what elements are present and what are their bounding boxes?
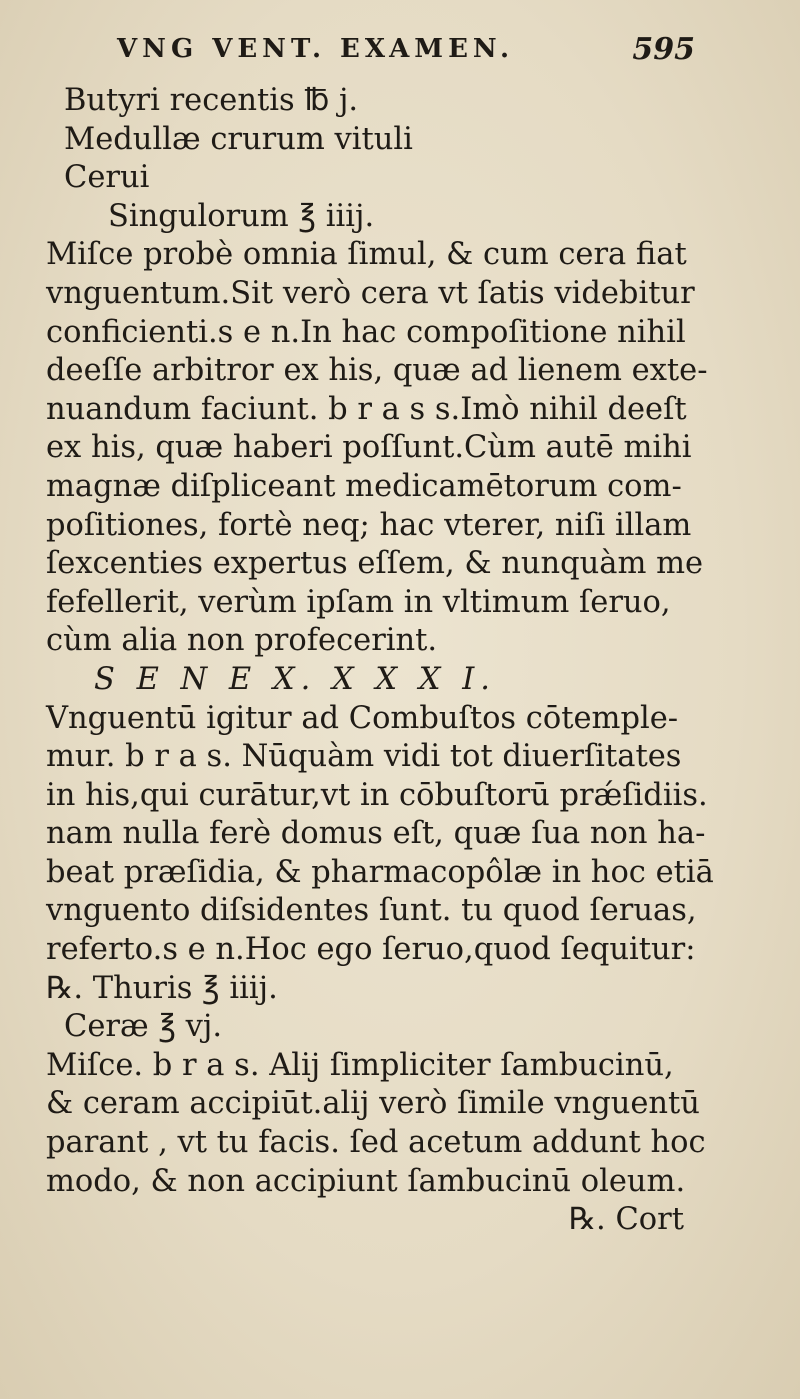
- text-line: magnæ diſpliceant medicamētorum com-: [46, 468, 682, 504]
- text-line: vnguento diſsidentes ſunt. tu quod ſeruas,: [46, 893, 697, 929]
- text-line: Medullæ crurum vituli: [64, 121, 413, 157]
- text-line: & ceram accipiūt.alij verò ſimile vnguentū: [46, 1086, 700, 1122]
- text-line: deeſſe arbitror ex his, quæ ad lienem exte-: [46, 353, 708, 389]
- body-text: [44, 82, 764, 1240]
- page-number: 595: [632, 32, 695, 67]
- text-line: poſitiones, fortè neq; hac vterer, niſi illam: [46, 507, 692, 543]
- section-heading: S E N E X. X X X I.: [94, 661, 496, 697]
- text-line: Vnguentū igitur ad Combuſtos cōtemple-: [46, 700, 679, 736]
- text-line: in his,qui curātur,vt in cōbuſtorū prǽſidiis.: [46, 777, 708, 813]
- running-head: VNG VENT. EXAMEN.: [117, 34, 515, 64]
- text-line: beat præſidia, & pharmacopôlæ in hoc etiā: [46, 854, 714, 890]
- text-line: nuandum faciunt. b r a s s.Imò nihil deeſt: [46, 391, 687, 427]
- text-line: Miſce. b r a s. Alij ſimpliciter ſambucinū,: [46, 1047, 674, 1083]
- text-line: Ceræ ℥ vj.: [64, 1009, 223, 1045]
- text-line: nam nulla ferè domus eſt, quæ ſua non ha-: [46, 816, 706, 852]
- catchword: ℞. Cort: [568, 1202, 684, 1238]
- text-line: vnguentum.Sit verò cera vt ſatis videbitur: [46, 275, 695, 311]
- text-line: referto.s e n.Hoc ego ſeruo,quod ſequitur:: [46, 932, 696, 968]
- page-header: [95, 34, 695, 74]
- text-line: ex his, quæ haberi poſſunt.Cùm autē mihi: [46, 430, 692, 466]
- text-line: Cerui: [64, 160, 150, 196]
- text-line: fefellerit, verùm ipſam in vltimum ſeruo,: [46, 584, 671, 620]
- text-line: cùm alia non profecerint.: [46, 623, 438, 659]
- text-line: modo, & non accipiunt ſambucinū oleum.: [46, 1163, 686, 1199]
- text-line: ſexcenties expertus eſſem, & nunquàm me: [46, 546, 704, 582]
- text-line: mur. b r a s. Nūquàm vidi tot diuerſitates: [46, 739, 682, 775]
- text-line: conficienti.s e n.In hac compoſitione nihil: [46, 314, 686, 350]
- text-line: Miſce probè omnia ſimul, & cum cera fiat: [46, 237, 687, 273]
- text-line: Butyri recentis ℔ j.: [64, 83, 359, 118]
- text-line: Singulorum ℥ iiij.: [108, 198, 375, 234]
- text-line: ℞. Thuris ℥ iiij.: [46, 970, 278, 1006]
- text-line: parant , vt tu facis. ſed acetum addunt hoc: [46, 1125, 706, 1161]
